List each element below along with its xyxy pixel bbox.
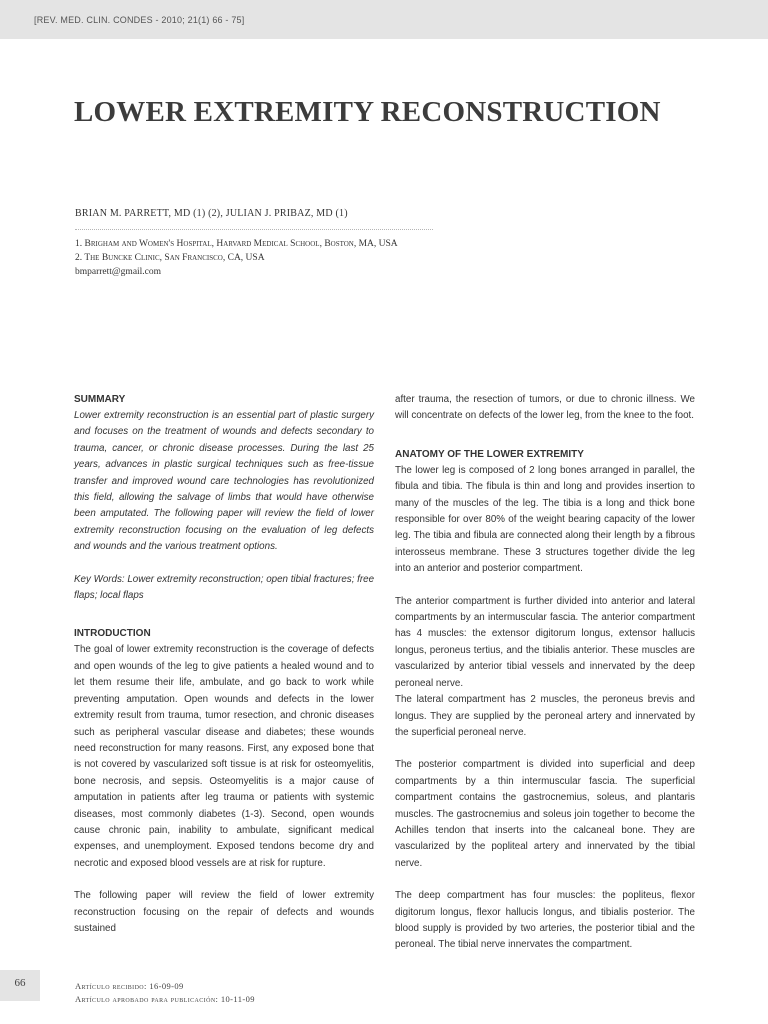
- keywords: Key Words: Lower extremity reconstruction; open tibial fractures; free flaps; local flaps: [74, 573, 375, 602]
- introduction-heading: INTRODUCTION: [74, 628, 151, 640]
- left-column: [74, 392, 374, 937]
- introduction-paragraph-1: The goal of lower extremity reconstruction is the coverage of defects and open wounds of the leg to give patients a healed wound and to let them resume their life, ambulate, and go back to work while preventing amputation. Open wounds and defects in the lower extremity result from trauma, tumor resection, and chronic diseases such as peripheral vascular disease and diabetes; these wounds need reconstruction for many reasons. First, any exposed bone that is not covered by vascularized soft tissue is at risk for osteomyelitis, bone necrosis, and sepsis. Osteomyelitis is a major cause of amputation in patients after leg trauma or patients with systemic diseases, most commonly diabetes (1-3). Second, open wounds cause chronic pain, inability to ambulate, significant medical expenses, and unemployment. Exposed tendons become dry and necrotic and exposed blood vessels are at risk for rupture.: [74, 644, 374, 869]
- anatomy-paragraph-2: The anterior compartment is further divided into anterior and lateral compartments by an intermuscular fascia. The anterior compartment has 4 muscles: the extensor digitorum longus, extensor hallucis longus, peroneus tertius, and the tibialis anterior. These muscles are vascularized by anterior tibial vessels and innervated by the deep peroneal nerve.: [395, 595, 695, 689]
- summary-heading: SUMMARY: [74, 394, 126, 405]
- affiliation-1: 1. Brigham and Women's Hospital, Harvard Medical School, Boston, MA, USA: [75, 239, 398, 249]
- anatomy-heading: ANATOMY OF THE LOWER EXTREMITY: [395, 448, 584, 460]
- article-dates: [75, 980, 255, 1006]
- affiliations: [75, 237, 398, 279]
- affiliation-2: 2. The Buncke Clinic, San Francisco, CA, USA: [75, 253, 265, 263]
- anatomy-paragraph-4: The posterior compartment is divided into superficial and deep compartments by a thin intermuscular fascia. The superficial compartment contains the gastrocnemius, soleus, and plantaris muscles. The gastrocnemius and soleus join together to become the Achilles tendon that inserts into the calcaneal bone. They are vascularized by the popliteal artery and innervated by the tibial nerve.: [395, 759, 695, 869]
- header-bar: [0, 0, 768, 39]
- anatomy-paragraph-1: The lower leg is composed of 2 long bones arranged in parallel, the fibula and tibia. The fibula is thin and long and provides insertion to many of the muscles of the leg. The tibia is a long and thick bone responsible for over 80% of the weight bearing capacity of the lower leg. The tibia and fibula are connected along their length by a fibrous interosseus membrane. These 3 structures together divide the leg into an anterior and posterior compartment.: [395, 464, 695, 575]
- right-column: [395, 392, 695, 954]
- author-email: bmparrett@gmail.com: [75, 267, 162, 277]
- approved-date: Artículo aprobado para publicación: 10-11-09: [75, 994, 255, 1004]
- divider: [75, 229, 433, 230]
- anatomy-paragraph-5: The deep compartment has four muscles: the popliteus, flexor digitorum longus, flexor hallucis longus, and tibialis posterior. The blood supply is provided by two arteries, the posterior tibial and the peroneal. The tibial nerve innervates the compartment.: [395, 890, 695, 951]
- page-number: 66: [14, 977, 26, 989]
- summary-text: Lower extremity reconstruction is an essential part of plastic surgery and focuses on the treatment of wounds and defects secondary to trauma, cancer, or chronic disease processes. During the last 25 years, advances in plastic surgical techniques such as free-tissue transfer and improved wound care technologies has revolutionized this field, allowing the salvage of limbs that would have otherwise been amputated. The following paper will review the field of lower extremity reconstruction focusing on the evaluation of leg defects and wounds and the various treatment options.: [74, 410, 374, 553]
- introduction-paragraph-2: The following paper will review the field of lower extremity reconstruction focusing on the repair of defects and wounds sustained: [74, 890, 374, 934]
- anatomy-paragraph-3: The lateral compartment has 2 muscles, the peroneus brevis and longus. They are supplied by the peroneal artery and innervated by the superficial peroneal nerve.: [395, 694, 695, 738]
- continued-text: after trauma, the resection of tumors, or due to chronic illness. We will concentrate on defects of the lower leg, from the knee to the foot.: [395, 394, 695, 422]
- received-date: Artículo recibido: 16-09-09: [75, 981, 184, 991]
- journal-reference: [REV. MED. CLIN. CONDES - 2010; 21(1) 66 - 75]: [34, 15, 245, 25]
- article-title: LOWER EXTREMITY RECONSTRUCTION: [74, 96, 661, 128]
- author-list: BRIAN M. PARRETT, MD (1) (2), JULIAN J. PRIBAZ, MD (1): [75, 208, 348, 219]
